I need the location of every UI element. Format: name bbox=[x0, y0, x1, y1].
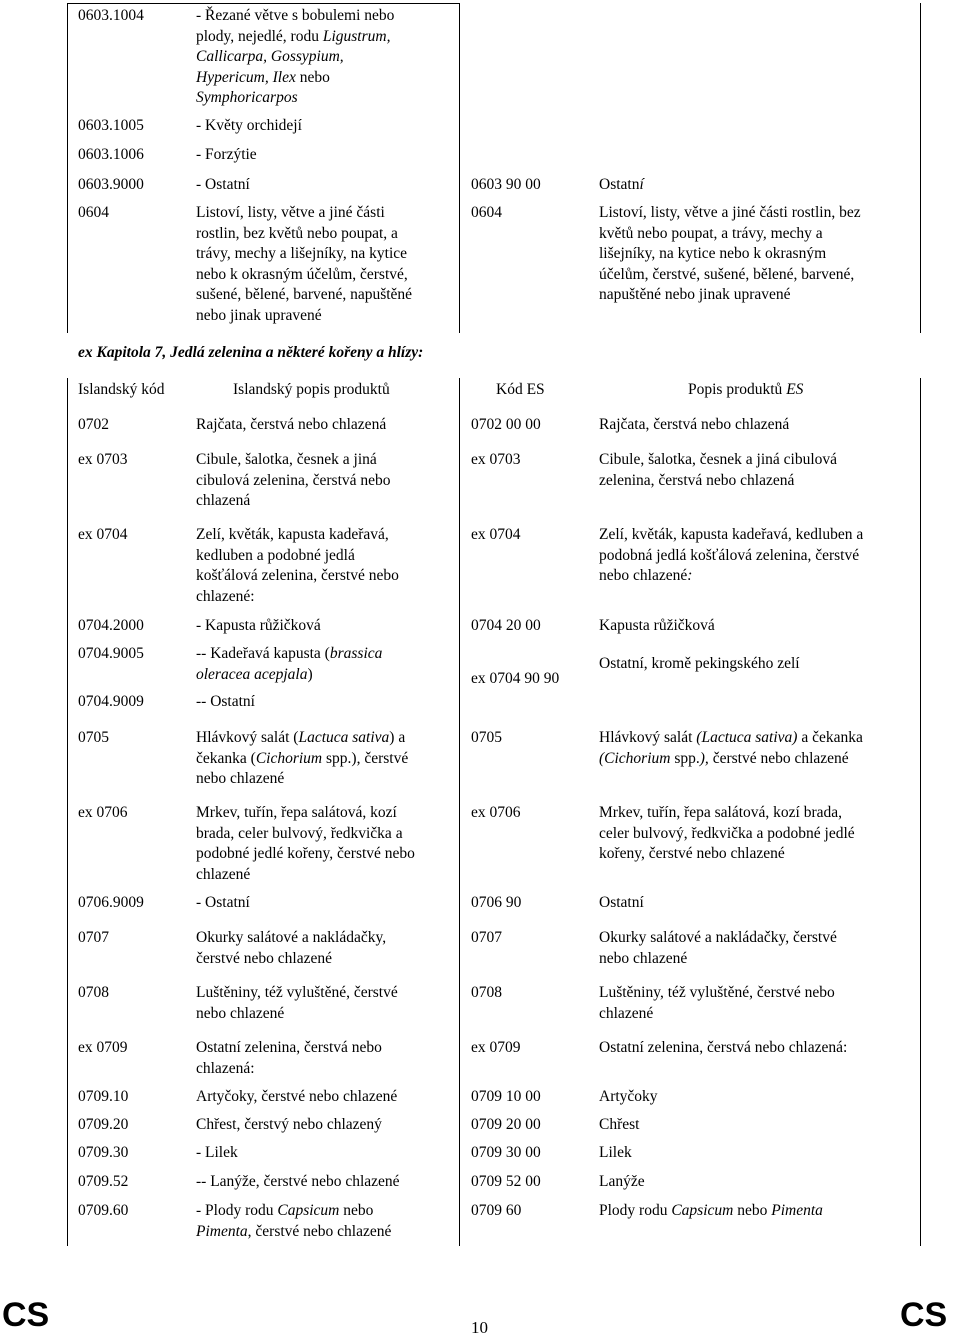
row-1-c3: ex 0703 bbox=[471, 451, 521, 468]
row-13-c2: Artyčoky, čerstvé nebo chlazené bbox=[196, 1088, 398, 1105]
top-row-4-c4: Listoví, listy, větve a jiné části rostlin, bez květů nebo poupat, a trávy, mechy a lišejníky, na kytice nebo k okrasným účelům, čerstvé, sušené, bělené, barvené, napuštěné nebo jinak upravené bbox=[599, 204, 861, 303]
top-row-4-c2: Listoví, listy, větve a jiné části rostlin, bez květů nebo poupat, a trávy, mechy a lišejníky, na kytice nebo k okrasným účelům, čerstvé, sušené, bělené, barvené, napuštěné nebo jinak upravené bbox=[196, 204, 413, 324]
top-row-1-c2: - Květy orchidejí bbox=[196, 117, 302, 134]
row-7-c4: Hlávkový salát (Lactuca sativa) a čekanka (Cichorium spp.), čerstvé nebo chlazené bbox=[599, 729, 863, 767]
row-17-c2: - Plody rodu Capsicum nebo Pimenta, čerstvé nebo chlazené bbox=[196, 1202, 392, 1240]
row-14-c3: 0709 20 00 bbox=[471, 1116, 541, 1133]
row-10-c1: 0707 bbox=[78, 929, 109, 946]
row-10-c4: Okurky salátové a nakládačky, čerstvé nebo chlazené bbox=[599, 929, 837, 967]
top-row-0-c2: - Řezané větve s bobulemi nebo plody, nejedlé, rodu Ligustrum, Callicarpa, Gossypium, Hypericum, Ilex nebo Symphoricarpos bbox=[196, 7, 395, 106]
row-12-c1: ex 0709 bbox=[78, 1039, 128, 1056]
row-8-c1: ex 0706 bbox=[78, 804, 128, 821]
top-row-3-c3: 0603 90 00 bbox=[471, 176, 541, 193]
table-border-left-top bbox=[67, 3, 68, 333]
row-2-c3: ex 0704 bbox=[471, 526, 521, 543]
row-13-c4: Artyčoky bbox=[599, 1088, 658, 1105]
row-4-c1: 0704.9005 bbox=[78, 645, 144, 662]
row-3-c3: 0704 20 00 bbox=[471, 617, 541, 634]
top-row-4-c3: 0604 bbox=[471, 204, 502, 221]
row-4-c2: -- Kadeřavá kapusta (brassica oleracea acepjala) bbox=[196, 645, 383, 683]
row-0-c2: Rajčata, čerstvá nebo chlazená bbox=[196, 416, 387, 433]
row-12-c3: ex 0709 bbox=[471, 1039, 521, 1056]
table-border-col2-top bbox=[459, 3, 460, 333]
row-8-c2: Mrkev, tuřín, řepa salátová, kozí brada, celer bulvový, ředkvička a podobné jedlé kořeny, čerstvé nebo chlazené bbox=[196, 804, 415, 883]
row-9-c3: 0706 90 bbox=[471, 894, 522, 911]
header-iceland-desc: Islandský popis produktů bbox=[233, 381, 390, 398]
section-heading: ex Kapitola 7, Jedlá zelenina a některé kořeny a hlízy: bbox=[78, 344, 424, 361]
row-5-c3: ex 0704 90 90 bbox=[471, 670, 560, 687]
row-15-c2: - Lilek bbox=[196, 1144, 238, 1161]
row-10-c2: Okurky salátové a nakládačky, čerstvé nebo chlazené bbox=[196, 929, 387, 967]
row-11-c3: 0708 bbox=[471, 984, 502, 1001]
row-0-c3: 0702 00 00 bbox=[471, 416, 541, 433]
row-17-c1: 0709.60 bbox=[78, 1202, 129, 1219]
row-11-c4: Luštěniny, též vyluštěné, čerstvé nebo chlazené bbox=[599, 984, 835, 1022]
row-16-c2: -- Lanýže, čerstvé nebo chlazené bbox=[196, 1173, 400, 1190]
row-11-c2: Luštěniny, též vyluštěné, čerstvé nebo chlazené bbox=[196, 984, 398, 1022]
row-8-c3: ex 0706 bbox=[471, 804, 521, 821]
header-iceland-code: Islandský kód bbox=[78, 381, 165, 398]
row-10-c3: 0707 bbox=[471, 929, 502, 946]
row-12-c2: Ostatní zelenina, čerstvá nebo chlazená: bbox=[196, 1039, 382, 1077]
row-15-c3: 0709 30 00 bbox=[471, 1144, 541, 1161]
row-15-c4: Lilek bbox=[599, 1144, 632, 1161]
row-9-c4: Ostatní bbox=[599, 894, 644, 911]
table-border-right-bottom bbox=[920, 378, 921, 1246]
row-9-c2: - Ostatní bbox=[196, 894, 250, 911]
top-row-1-c1: 0603.1005 bbox=[78, 117, 144, 134]
row-0-c4: Rajčata, čerstvá nebo chlazená bbox=[599, 416, 790, 433]
row-11-c1: 0708 bbox=[78, 984, 109, 1001]
row-9-c1: 0706.9009 bbox=[78, 894, 144, 911]
footer-lang-right: CS bbox=[900, 1296, 948, 1334]
page-number: 10 bbox=[471, 1318, 488, 1337]
row-14-c2: Chřest, čerstvý nebo chlazený bbox=[196, 1116, 382, 1133]
header-es-desc: Popis produktů ES bbox=[688, 381, 804, 398]
row-2-c2: Zelí, květák, kapusta kadeřavá, kedluben a podobné jedlá košťálová zelenina, čerstvé nebo chlazené: bbox=[196, 526, 399, 605]
row-15-c1: 0709.30 bbox=[78, 1144, 129, 1161]
table-border-left-bottom bbox=[67, 378, 68, 1246]
row-12-c4: Ostatní zelenina, čerstvá nebo chlazená: bbox=[599, 1039, 848, 1056]
table-border-top bbox=[67, 3, 460, 4]
row-14-c1: 0709.20 bbox=[78, 1116, 129, 1133]
row-16-c4: Lanýže bbox=[599, 1173, 645, 1190]
top-row-0-c1: 0603.1004 bbox=[78, 7, 144, 24]
row-13-c3: 0709 10 00 bbox=[471, 1088, 541, 1105]
top-row-2-c1: 0603.1006 bbox=[78, 146, 144, 163]
top-row-3-c1: 0603.9000 bbox=[78, 176, 144, 193]
top-row-4-c1: 0604 bbox=[78, 204, 109, 221]
footer-lang-left: CS bbox=[2, 1296, 50, 1334]
row-17-c4: Plody rodu Capsicum nebo Pimenta bbox=[599, 1202, 823, 1219]
row-2-c4: Zelí, květák, kapusta kadeřavá, kedluben a podobná jedlá košťálová zelenina, čerstvé nebo chlazené: bbox=[599, 526, 864, 584]
row-7-c2: Hlávkový salát (Lactuca sativa) a čekanka (Cichorium spp.), čerstvé nebo chlazené bbox=[196, 729, 409, 787]
row-2-c1: ex 0704 bbox=[78, 526, 128, 543]
row-1-c2: Cibule, šalotka, česnek a jiná cibulová zelenina, čerstvá nebo chlazená bbox=[196, 451, 391, 509]
row-17-c3: 0709 60 bbox=[471, 1202, 522, 1219]
row-3-c1: 0704.2000 bbox=[78, 617, 144, 634]
table-border-right-top bbox=[920, 3, 921, 333]
top-row-3-c2: - Ostatní bbox=[196, 176, 250, 193]
row-5-c4: Ostatní, kromě pekingského zelí bbox=[599, 655, 800, 672]
header-es-code: Kód ES bbox=[496, 381, 545, 398]
row-3-c4: Kapusta růžičková bbox=[599, 617, 715, 634]
row-13-c1: 0709.10 bbox=[78, 1088, 129, 1105]
row-8-c4: Mrkev, tuřín, řepa salátová, kozí brada, celer bulvový, ředkvička a podobné jedlé kořeny, čerstvé nebo chlazené bbox=[599, 804, 855, 862]
table-border-col2-bottom bbox=[459, 378, 460, 1246]
row-6-c1: 0704.9009 bbox=[78, 693, 144, 710]
row-14-c4: Chřest bbox=[599, 1116, 640, 1133]
row-3-c2: - Kapusta růžičková bbox=[196, 617, 321, 634]
row-6-c2: -- Ostatní bbox=[196, 693, 255, 710]
top-row-2-c2: - Forzýtie bbox=[196, 146, 257, 163]
top-row-3-c4: Ostatní bbox=[599, 176, 644, 193]
row-1-c4: Cibule, šalotka, česnek a jiná cibulová zelenina, čerstvá nebo chlazená bbox=[599, 451, 838, 489]
row-16-c3: 0709 52 00 bbox=[471, 1173, 541, 1190]
row-7-c3: 0705 bbox=[471, 729, 502, 746]
row-1-c1: ex 0703 bbox=[78, 451, 128, 468]
row-0-c1: 0702 bbox=[78, 416, 109, 433]
row-7-c1: 0705 bbox=[78, 729, 109, 746]
row-16-c1: 0709.52 bbox=[78, 1173, 129, 1190]
